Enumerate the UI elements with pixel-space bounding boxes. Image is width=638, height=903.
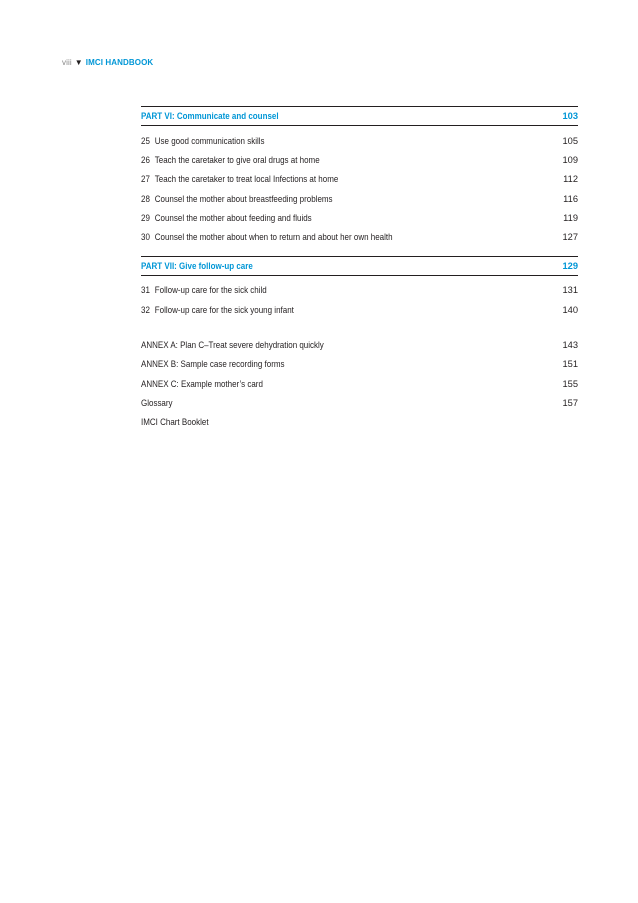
entry-title: Use good communication skills	[154, 135, 265, 146]
toc-entry-28[interactable]	[141, 189, 578, 208]
entry-page: 119	[563, 212, 578, 223]
entry-number: 31	[141, 285, 150, 296]
toc-annex-c[interactable]	[141, 374, 578, 393]
entry-title: ANNEX A: Plan C–Treat severe dehydration quickly	[141, 340, 324, 351]
toc-entry-30[interactable]	[141, 227, 578, 246]
part-6-heading[interactable]	[141, 106, 578, 126]
entry-number: 28	[141, 193, 150, 204]
entry-title: ANNEX B: Sample case recording forms	[141, 359, 285, 370]
toc-entry-29[interactable]	[141, 208, 578, 227]
running-header	[62, 58, 153, 67]
entry-title: Counsel the mother about breastfeeding problems	[154, 193, 333, 204]
table-of-contents	[141, 106, 578, 432]
part-6-page: 103	[562, 111, 578, 121]
part-7-heading[interactable]	[141, 256, 578, 276]
toc-entry-27[interactable]	[141, 170, 578, 189]
entry-title: Teach the caretaker to give oral drugs at home	[154, 154, 320, 165]
entry-title: Teach the caretaker to treat local Infections at home	[154, 174, 339, 185]
entry-number: 30	[141, 232, 150, 243]
entry-page: 109	[562, 154, 578, 165]
toc-chart-booklet[interactable]	[141, 413, 578, 432]
page-number: viii	[62, 58, 72, 67]
toc-entry-25[interactable]	[141, 131, 578, 150]
part-6-title: PART VI: Communicate and counsel	[141, 111, 279, 121]
entry-title: Counsel the mother about when to return and about her own health	[154, 232, 393, 243]
part-7-title: PART VII: Give follow-up care	[141, 260, 253, 271]
entry-number: 29	[141, 212, 150, 223]
toc-annex-a[interactable]	[141, 335, 578, 354]
entry-number: 27	[141, 174, 150, 185]
entry-title: Follow-up care for the sick young infant	[154, 304, 294, 315]
entry-page: 131	[562, 285, 578, 296]
entry-page: 105	[562, 135, 578, 146]
entry-page: 155	[562, 378, 578, 389]
entry-page: 112	[563, 174, 578, 185]
toc-entry-26[interactable]	[141, 150, 578, 169]
entry-title: Counsel the mother about feeding and fluids	[154, 212, 312, 223]
toc-annex-b[interactable]	[141, 355, 578, 374]
entry-page: 127	[562, 232, 578, 243]
entry-number: 25	[141, 135, 150, 146]
entry-number: 32	[141, 304, 150, 315]
entry-title: IMCI Chart Booklet	[141, 417, 209, 428]
entry-page: 116	[563, 193, 578, 204]
entry-page: 140	[562, 304, 578, 315]
entry-page: 143	[562, 340, 578, 351]
entry-page: 157	[562, 397, 578, 408]
triangle-down-icon: ▼	[74, 58, 83, 67]
part-7-page: 129	[562, 260, 578, 271]
toc-entry-31[interactable]	[141, 281, 578, 300]
spacer	[141, 319, 578, 335]
toc-entry-32[interactable]	[141, 300, 578, 319]
toc-glossary[interactable]	[141, 393, 578, 412]
entry-page: 151	[562, 359, 578, 370]
spacer	[141, 247, 578, 256]
entry-title: ANNEX C: Example mother’s card	[141, 378, 263, 389]
entry-title: Follow-up care for the sick child	[154, 285, 267, 296]
book-title: IMCI HANDBOOK	[85, 58, 154, 67]
entry-number: 26	[141, 154, 150, 165]
entry-title: Glossary	[141, 397, 173, 408]
